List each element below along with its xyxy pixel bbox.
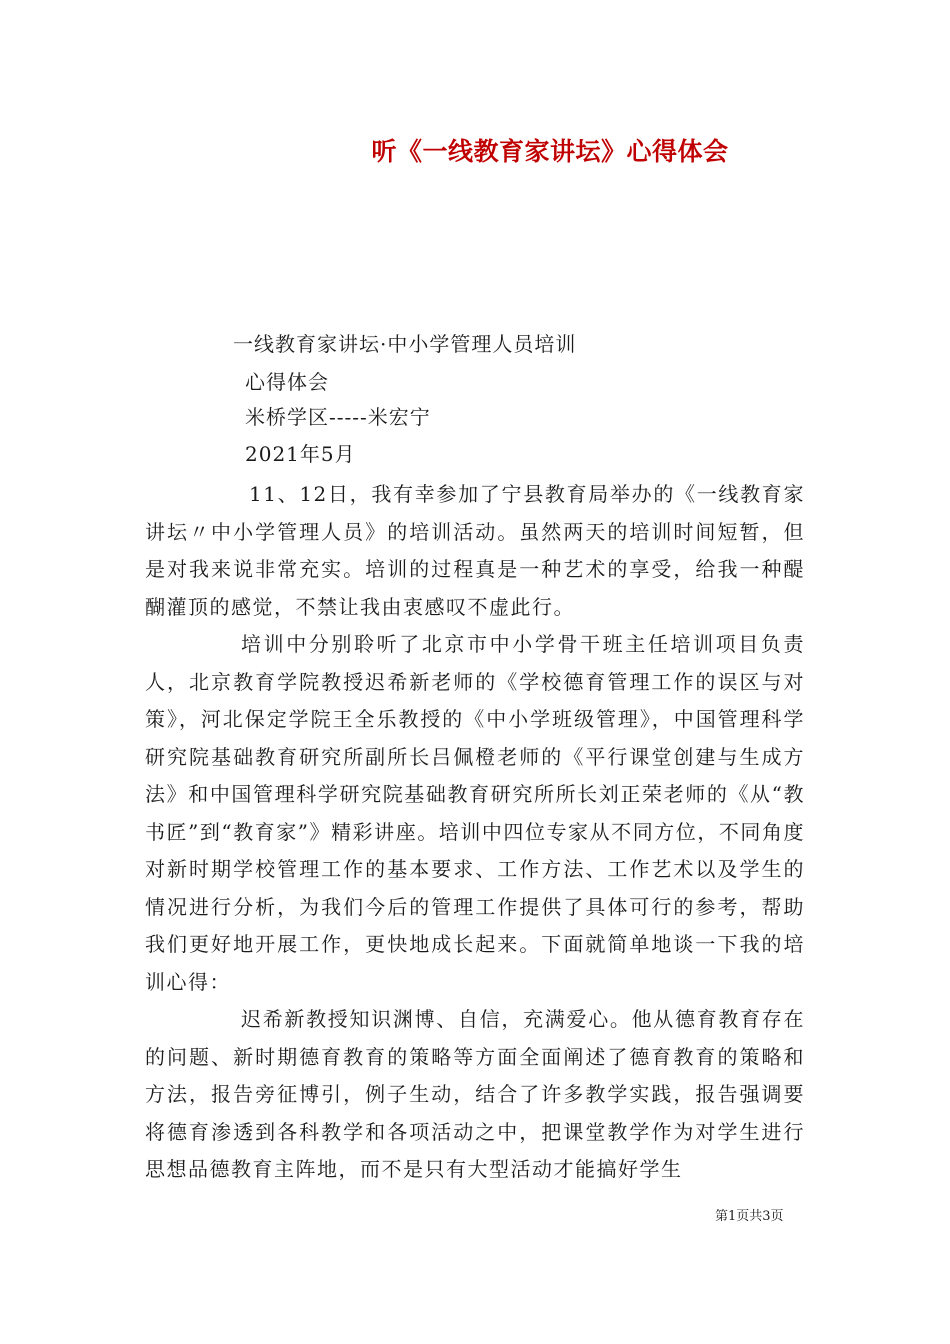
document-title: 听《一线教育家讲坛》心得体会 (371, 137, 729, 166)
subtitle: 心得体会 (245, 370, 329, 394)
paragraph: 培训中分别聆听了北京市中小学骨干班主任培训项目负责人，北京教育学院教授迟希新老师的《学校德育管理工作的误区与对策》，河北保定学院王全乐教授的《中小学班级管理》，中国管理科学研究院基础教育研究所副所长吕佩橙老师的《平行课堂创建与生成方法》和中国管理科学研究院基础教育研究所所长刘正荣老师的《从“教书匠”到“教育家”》精彩讲座。培训中四位专家从不同方位，不同角度对新时期学校管理工作的基本要求、工作方法、工作艺术以及学生的情况进行分析，为我们今后的管理工作提供了具体可行的参考，帮助我们更好地开展工作，更快地成长起来。下面就简单地谈一下我的培训心得： (145, 632, 805, 994)
paragraph: 11、12日，我有幸参加了宁县教育局举办的《一线教育家讲坛〃中小学管理人员》的培训活动。虽然两天的培训时间短暂，但是对我来说非常充实。培训的过程真是一种艺术的享受，给我一种醍醐灌顶的感觉，不禁让我由衷感叹不虚此行。 (145, 482, 805, 619)
page-number: 第1页共3页 (715, 1209, 784, 1224)
paragraph: 迟希新教授知识渊博、自信，充满爱心。他从德育教育存在的问题、新时期德育教育的策略等方面全面阐述了德育教育的策略和方法，报告旁征博引，例子生动，结合了许多教学实践，报告强调要将德育渗透到各科教学和各项活动之中，把课堂教学作为对学生进行思想品德教育主阵地，而不是只有大型活动才能搞好学生 (145, 1007, 805, 1181)
training-name: 一线教育家讲坛·中小学管理人员培训 (233, 332, 577, 356)
document-body (145, 476, 805, 1189)
author-line: 米桥学区-----米宏宁 (245, 405, 431, 429)
date-line: 2021年5月 (245, 442, 356, 466)
